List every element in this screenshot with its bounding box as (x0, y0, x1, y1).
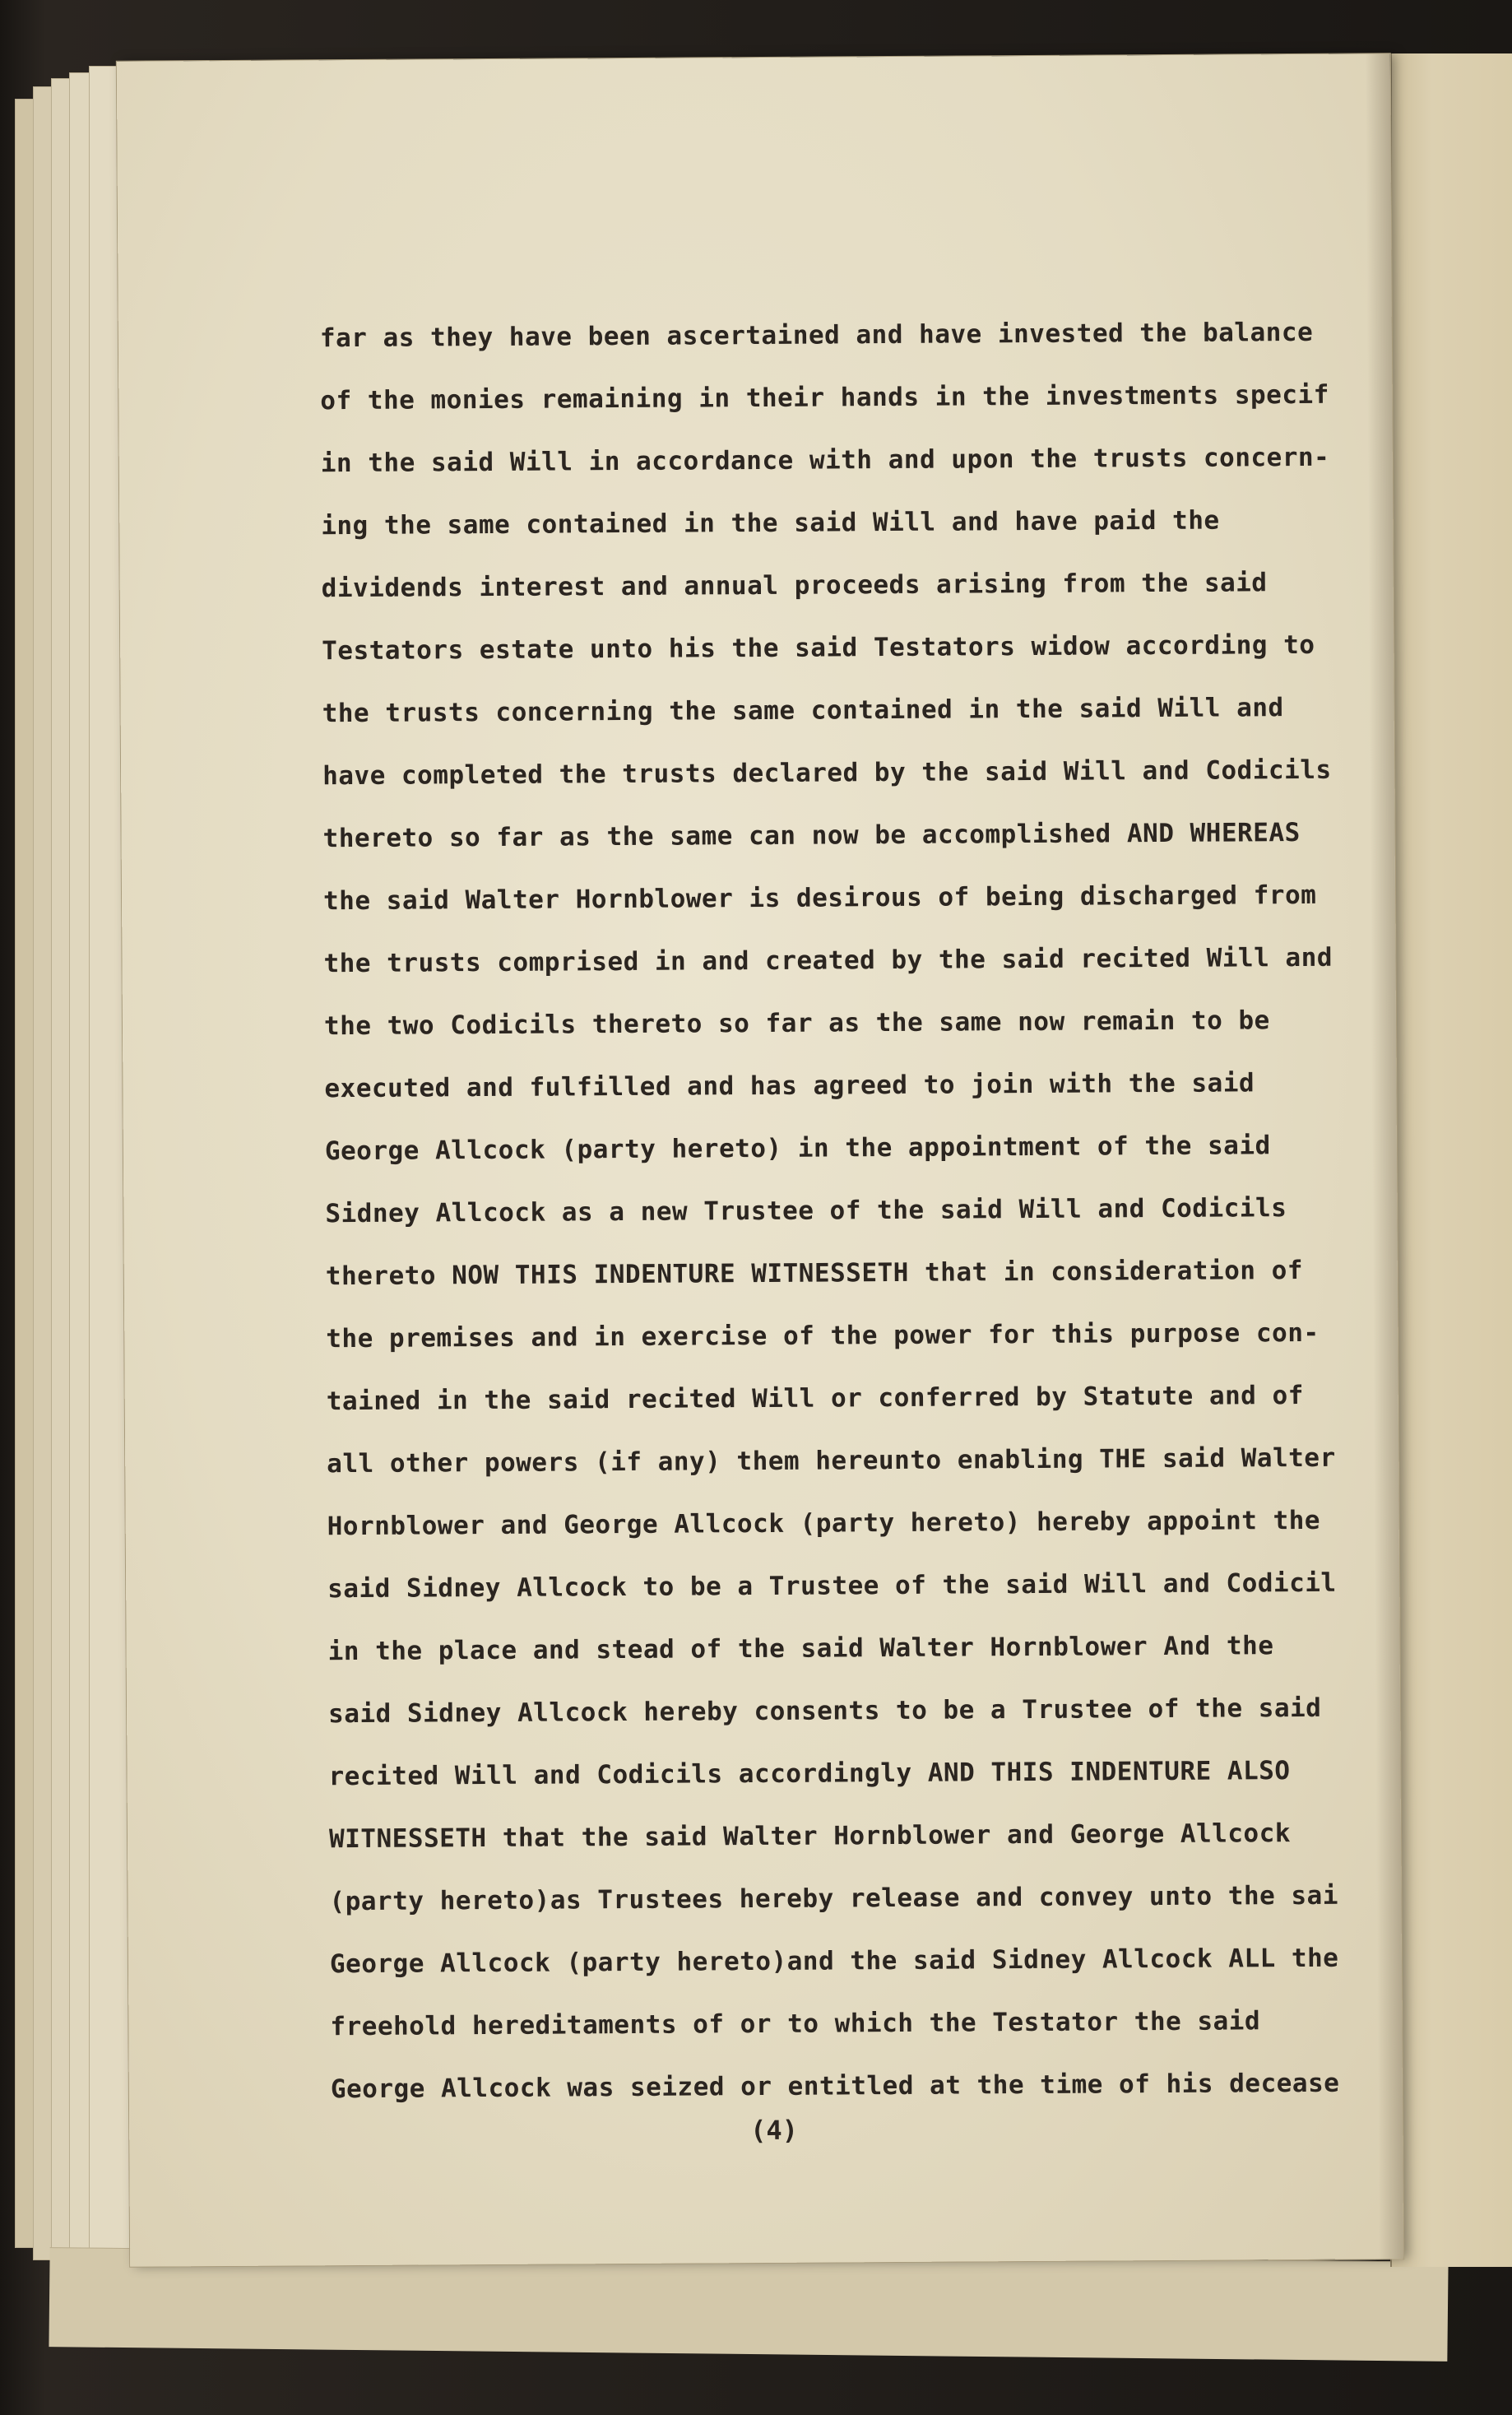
text-line: WITNESSETH that the said Walter Hornblower and George Allcock (328, 1818, 1292, 1855)
text-line: all other powers (if any) them hereunto enabling THE said Walter (327, 1442, 1336, 1479)
typed-text-body (320, 301, 1351, 2121)
text-line: Sidney Allcock as a new Trustee of the said Will and Codicils (325, 1193, 1287, 1229)
text-line: thereto NOW THIS INDENTURE WITNESSETH that in consideration of (325, 1255, 1304, 1292)
text-line: (party hereto)as Trustees hereby release and convey unto the sai (329, 1880, 1339, 1917)
text-line: in the said Will in accordance with and upon the trusts concern- (320, 442, 1330, 479)
text-line: George Allcock (party hereto) in the appointment of the said (324, 1131, 1271, 1167)
text-line: George Allcock was seized or entitled at the time of his decease (330, 2068, 1340, 2105)
text-line: the said Walter Hornblower is desirous of being discharged from (322, 880, 1317, 917)
text-line: the trusts comprised in and created by the said recited Will and (323, 942, 1333, 979)
text-line: George Allcock (party hereto)and the said Sidney Allcock ALL the (329, 1943, 1339, 1980)
text-line: recited Will and Codicils accordingly AND THIS INDENTURE ALSO (328, 1756, 1291, 1792)
text-line: said Sidney Allcock to be a Trustee of the said Will and Codicil (327, 1567, 1337, 1605)
text-line: executed and fulfilled and has agreed to join with the said (324, 1068, 1255, 1104)
page-number: (4) (750, 2114, 799, 2147)
text-line: the trusts concerning the same contained in the said Will and (322, 693, 1284, 729)
text-line: Testators estate unto his the said Testators widow according to (322, 629, 1315, 666)
text-line: the premises and in exercise of the power for this purpose con- (326, 1317, 1320, 1354)
text-line: freehold hereditaments of or to which the Testator the said (330, 2006, 1261, 2042)
text-line: in the place and stead of the said Walter Hornblower And the (327, 1631, 1274, 1667)
text-line: Hornblower and George Allcock (party hereto) hereby appoint the (327, 1505, 1321, 1542)
text-line: have completed the trusts declared by the said Will and Codicils (322, 755, 1332, 792)
text-line: of the monies remaining in their hands in the investments specif (320, 379, 1329, 416)
text-line: far as they have been ascertained and have invested the balance (319, 317, 1314, 354)
document-page (117, 53, 1403, 2266)
text-line: dividends interest and annual proceeds arising from the said (321, 568, 1268, 604)
text-line: thereto so far as the same can now be accomplished AND WHEREAS (322, 817, 1301, 854)
adjacent-page (1390, 53, 1512, 2267)
text-line: tained in the said recited Will or conferred by Statute and of (326, 1380, 1305, 1417)
text-line: said Sidney Allcock hereby consents to be a Trustee of the said (327, 1693, 1322, 1730)
text-line: ing the same contained in the said Will and have paid the (321, 505, 1220, 541)
text-line: the two Codicils thereto so far as the same now remain to be (323, 1005, 1270, 1042)
